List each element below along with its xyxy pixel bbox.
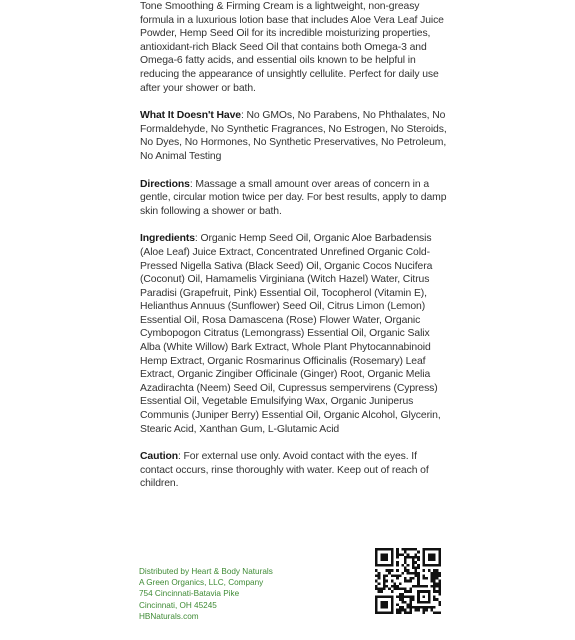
ingredients-paragraph — [140, 232, 450, 436]
distributor-line: Distributed by Heart & Body Naturals — [139, 567, 273, 576]
intro-paragraph: Tone Smoothing & Firming Cream is a lightweight, non-greasy formula in a luxurious lotion base that includes Aloe Vera Leaf Juice Powder, Hemp Seed Oil for its incredible moisturizing properties, antioxidant-rich Black Seed Oil that contains both Omega-3 and Omega-6 fatty acids, and essential oils known to be helpful in reducing the appearance of unsightly cellulite. Perfect for daily use after your shower or bath. — [140, 1, 444, 94]
city-state-zip-line: Cincinnati, OH 45245 — [139, 600, 217, 610]
directions-label: Directions — [140, 178, 190, 190]
website-link[interactable]: HBNaturals.com — [139, 611, 199, 621]
doesnt-have-paragraph — [140, 109, 450, 163]
street-address-line: 754 Cincinnati-Batavia Pike — [139, 589, 240, 599]
directions-paragraph — [140, 178, 450, 219]
qr-code-icon[interactable] — [375, 548, 441, 614]
ingredients-label: Ingredients — [140, 233, 195, 245]
distributor-info — [139, 566, 273, 622]
caution-label: Caution — [140, 451, 178, 463]
label-text-column — [140, 0, 450, 505]
caution-text: : For external use only. Avoid contact with the eyes. If contact occurs, rinse thoroughly with water. Keep out of reach of children. — [140, 451, 429, 490]
company-line: A Green Organics, LLC, Company — [139, 578, 264, 588]
ingredients-text: : Organic Hemp Seed Oil, Organic Aloe Barbadensis (Aloe Leaf) Juice Extract, Concentrated Unrefined Organic Cold-Pressed Nigella Sativa (Black Seed) Oil, Organic Cocos Nucifera (Coconut) Oil, Hamamelis Virginiana (Witch Hazel) Water, Citrus Paradisi (Grapefruit, Pink) Essential Oil, Tocopherol (Vitamin E), Helianthus Annuus (Sunflower) Seed Oil, Citrus Limon (Lemon) Essential Oil, Rosa Damascena (Rose) Flower Water, Organic Cymbopogon Citratus (Lemongrass) Essential Oil, Organic Salix Alba (White Willow) Bark Extract, Whole Plant Phytocannabinoid Hemp Extract, Organic Rosmarinus Officinalis (Rosemary) Leaf Extract, Organic Zingiber Officinale (Ginger) Root, Organic Melia Azadirachta (Neem) Seed Oil, Cupressus sempervirens (Cypress) Essential Oil, Vegetable Emulsifying Wax, Organic Juniperus Communis (Juniper Berry) Essential Oil, Organic Alcohol, Glycerin, Stearic Acid, Xanthan Gum, L-Glutamic Acid — [140, 233, 441, 435]
doesnt-have-label: What It Doesn't Have — [140, 110, 241, 122]
directions-text: : Massage a small amount over areas of concern in a gentle, circular motion twice per day. For best results, apply to damp skin following a shower or bath. — [140, 178, 447, 217]
caution-paragraph — [140, 450, 450, 491]
doesnt-have-text: : No GMOs, No Parabens, No Phthalates, No Formaldehyde, No Synthetic Fragrances, No Estrogen, No Steroids, No Dyes, No Hormones, No Synthetic Preservatives, No Petroleum, No Animal Testing — [140, 110, 447, 162]
